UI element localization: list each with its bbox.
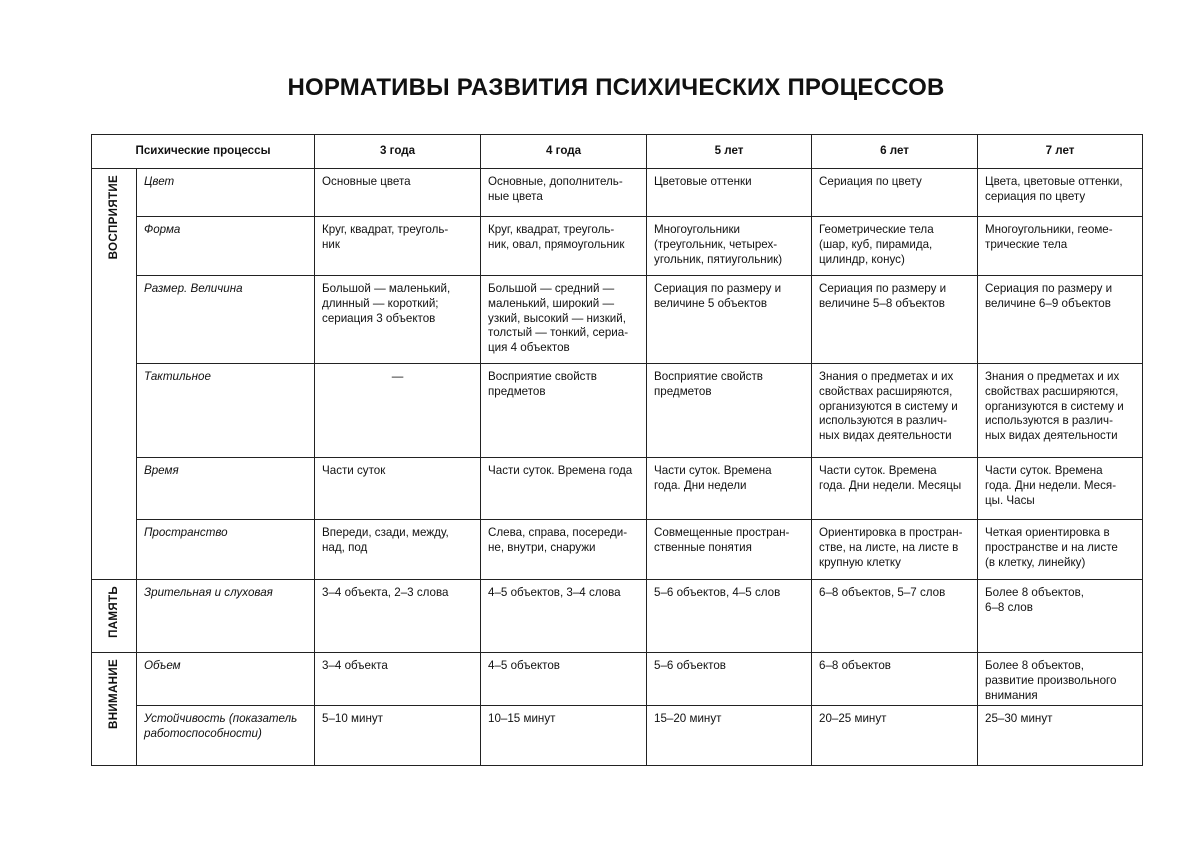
norm-cell: Многоугольники, геоме- трические тела bbox=[978, 217, 1143, 276]
norm-cell: 10–15 минут bbox=[481, 706, 647, 766]
norm-cell: Части суток. Времена года. Дни недели. Месяцы bbox=[812, 458, 978, 520]
norm-cell: Сериация по размеру и величине 5 объектов bbox=[647, 276, 812, 364]
norm-cell: Части суток. Времена года bbox=[481, 458, 647, 520]
norm-cell: Большой — средний — маленький, широкий — узкий, высокий — низкий, толстый — тонкий, сериа- ция 4 объектов bbox=[481, 276, 647, 364]
table-row bbox=[92, 580, 1143, 653]
header-age-6: 6 лет bbox=[812, 135, 978, 169]
group-attention bbox=[92, 653, 137, 766]
group-memory bbox=[92, 580, 137, 653]
norm-cell: Впереди, сзади, между, над, под bbox=[315, 520, 481, 580]
norm-cell: Круг, квадрат, треуголь- ник, овал, прямоугольник bbox=[481, 217, 647, 276]
norm-cell: 5–6 объектов, 4–5 слов bbox=[647, 580, 812, 653]
group-label: ВНИМАНИЕ bbox=[106, 659, 120, 729]
process-name: Тактильное bbox=[137, 364, 315, 458]
table-row bbox=[92, 520, 1143, 580]
norm-cell: 6–8 объектов, 5–7 слов bbox=[812, 580, 978, 653]
norm-cell: Восприятие свойств предметов bbox=[481, 364, 647, 458]
header-age-5: 5 лет bbox=[647, 135, 812, 169]
norm-cell: Знания о предметах и их свойствах расширяются, организуются в систему и используются в различ- ных видах деятельности bbox=[978, 364, 1143, 458]
norm-cell: Ориентировка в простран- стве, на листе, на листе в крупную клетку bbox=[812, 520, 978, 580]
header-age-4: 4 года bbox=[481, 135, 647, 169]
norm-cell: Более 8 объектов, развитие произвольного внимания bbox=[978, 653, 1143, 706]
norm-cell: Совмещенные простран- ственные понятия bbox=[647, 520, 812, 580]
group-label: ВОСПРИЯТИЕ bbox=[106, 175, 120, 260]
group-label: ПАМЯТЬ bbox=[106, 586, 120, 638]
norm-cell: 3–4 объекта, 2–3 слова bbox=[315, 580, 481, 653]
norm-cell: Основные цвета bbox=[315, 169, 481, 217]
header-processes: Психические процессы bbox=[92, 135, 315, 169]
process-name: Форма bbox=[137, 217, 315, 276]
norm-cell: Большой — маленький, длинный — короткий; сериация 3 объектов bbox=[315, 276, 481, 364]
norm-cell: 6–8 объектов bbox=[812, 653, 978, 706]
norm-cell: Основные, дополнитель- ные цвета bbox=[481, 169, 647, 217]
process-name: Время bbox=[137, 458, 315, 520]
table-row bbox=[92, 169, 1143, 217]
table-row bbox=[92, 276, 1143, 364]
norm-cell: 3–4 объекта bbox=[315, 653, 481, 706]
norms-table bbox=[91, 134, 1143, 766]
page-title: НОРМАТИВЫ РАЗВИТИЯ ПСИХИЧЕСКИХ ПРОЦЕССОВ bbox=[287, 74, 945, 101]
norm-cell: 5–10 минут bbox=[315, 706, 481, 766]
process-name: Размер. Величина bbox=[137, 276, 315, 364]
process-name: Зрительная и слуховая bbox=[137, 580, 315, 653]
norm-cell: Геометрические тела (шар, куб, пирамида, цилиндр, конус) bbox=[812, 217, 978, 276]
norm-cell: — bbox=[315, 364, 481, 458]
header-age-7: 7 лет bbox=[978, 135, 1143, 169]
norm-cell: Цвета, цветовые оттенки, сериация по цвету bbox=[978, 169, 1143, 217]
norm-cell: Сериация по размеру и величине 6–9 объектов bbox=[978, 276, 1143, 364]
norm-cell: Цветовые оттенки bbox=[647, 169, 812, 217]
process-name: Пространство bbox=[137, 520, 315, 580]
norm-cell: 20–25 минут bbox=[812, 706, 978, 766]
norm-cell: Многоугольники (треугольник, четырех- угольник, пятиугольник) bbox=[647, 217, 812, 276]
process-name: Цвет bbox=[137, 169, 315, 217]
norm-cell: Четкая ориентировка в пространстве и на листе (в клетку, линейку) bbox=[978, 520, 1143, 580]
table-row bbox=[92, 217, 1143, 276]
norm-cell: Сериация по размеру и величине 5–8 объектов bbox=[812, 276, 978, 364]
norm-cell: 25–30 минут bbox=[978, 706, 1143, 766]
norm-cell: 5–6 объектов bbox=[647, 653, 812, 706]
header-row bbox=[92, 135, 1143, 169]
group-perception bbox=[92, 169, 137, 580]
table-row bbox=[92, 458, 1143, 520]
table-row bbox=[92, 653, 1143, 706]
norm-cell: Части суток. Времена года. Дни недели bbox=[647, 458, 812, 520]
norm-cell: Круг, квадрат, треуголь- ник bbox=[315, 217, 481, 276]
norm-cell: Части суток. Времена года. Дни недели. Меся- цы. Часы bbox=[978, 458, 1143, 520]
norm-cell: Части суток bbox=[315, 458, 481, 520]
header-age-3: 3 года bbox=[315, 135, 481, 169]
norm-cell: 4–5 объектов bbox=[481, 653, 647, 706]
table-row bbox=[92, 364, 1143, 458]
norm-cell: 15–20 минут bbox=[647, 706, 812, 766]
norm-cell: Сериация по цвету bbox=[812, 169, 978, 217]
table-body bbox=[92, 169, 1143, 766]
norm-cell: Слева, справа, посереди- не, внутри, снаружи bbox=[481, 520, 647, 580]
process-name: Объем bbox=[137, 653, 315, 706]
norm-cell: Более 8 объектов, 6–8 слов bbox=[978, 580, 1143, 653]
process-name: Устойчивость (показатель работоспособности) bbox=[137, 706, 315, 766]
table-row bbox=[92, 706, 1143, 766]
norm-cell: 4–5 объектов, 3–4 слова bbox=[481, 580, 647, 653]
norm-cell: Знания о предметах и их свойствах расширяются, организуются в систему и используются в различ- ных видах деятельности bbox=[812, 364, 978, 458]
norm-cell: Восприятие свойств предметов bbox=[647, 364, 812, 458]
